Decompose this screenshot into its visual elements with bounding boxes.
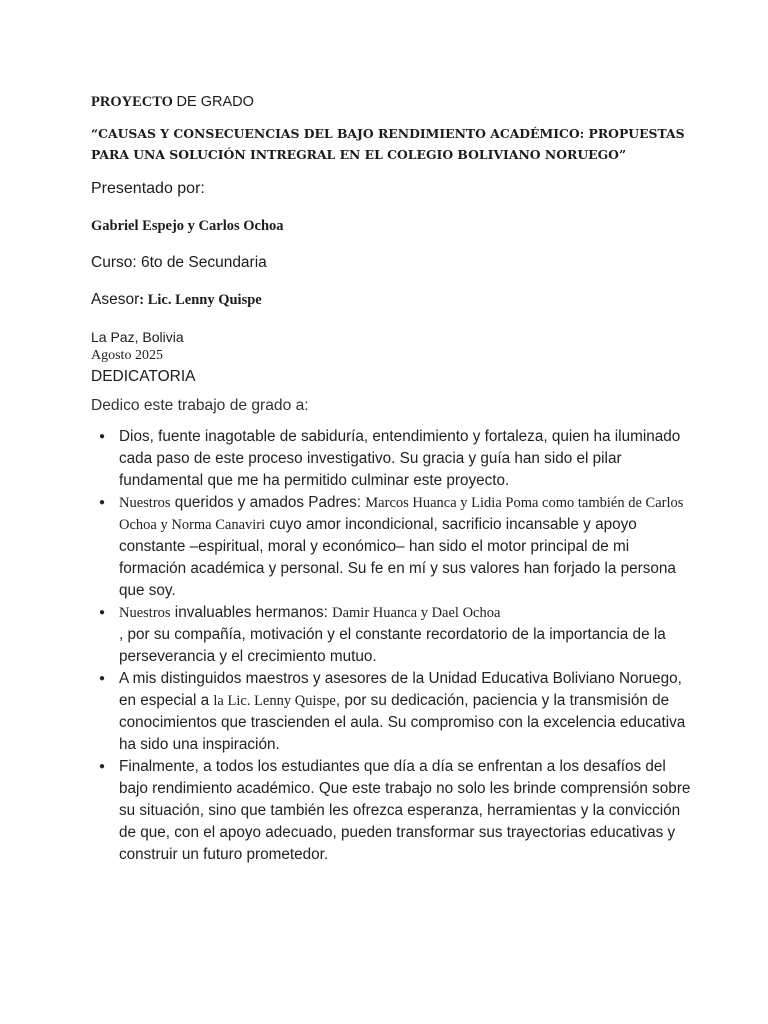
- advisor-label: Asesor: [91, 291, 140, 308]
- dedication-teachers-rest: , por su dedicación, paciencia y la transmisión de conocimientos que trascienden el aula. Su compromiso con la excelencia educativa ha sido una inspiración.: [119, 692, 686, 753]
- city: La Paz, Bolivia: [91, 329, 184, 345]
- authors: Gabriel Espejo y Carlos Ochoa: [91, 218, 284, 234]
- list-item: [91, 426, 691, 492]
- presented-by-label: Presentado por:: [91, 180, 205, 197]
- list-item: [91, 492, 691, 602]
- project-title-part2: DE GRADO: [176, 94, 254, 110]
- dedication-teachers-text: A mis distinguidos maestros y asesores de la Unidad Educativa Boliviano Noruego, en especial a: [119, 670, 682, 709]
- dedication-parents-names: Marcos Huanca y Lidia Poma como también de Carlos Ochoa y Norma Canaviri: [119, 495, 684, 533]
- advisor-line: [91, 291, 262, 309]
- dedication-parents-word: Nuestros: [119, 495, 171, 511]
- list-item: [91, 668, 691, 756]
- date: Agosto 2025: [91, 348, 163, 363]
- bullet-icon: ●: [99, 431, 106, 442]
- dedication-parents-rest: cuyo amor incondicional, sacrificio incansable y apoyo constante –espiritual, moral y económico– han sido el motor principal de mi formación académica y personal. Su fe en mí y sus valores han forjado la persona que soy.: [119, 516, 676, 599]
- bullet-icon: ●: [99, 607, 106, 618]
- course-label: Curso:: [91, 254, 137, 271]
- dedication-list: [91, 426, 691, 866]
- project-title-part1: PROYECTO: [91, 94, 177, 110]
- dedication-students: Finalmente, a todos los estudiantes que día a día se enfrentan a los desafíos del bajo rendimiento académico. Que este trabajo no solo les brinde comprensión sobre su situación, sino que también les ofrezca esperanza, herramientas y la convicción de que, con el apoyo adecuado, pueden transformar sus trayectorias educativas y construir un futuro prometedor.: [119, 758, 691, 863]
- dedication-siblings-text: invaluables hermanos:: [170, 604, 333, 621]
- list-item: [91, 756, 691, 866]
- bullet-icon: ●: [99, 761, 106, 772]
- dedication-parents-text: queridos y amados Padres:: [170, 494, 366, 511]
- list-item: [91, 602, 691, 668]
- bullet-icon: ●: [99, 673, 106, 684]
- dedication-teachers-name: la Lic. Lenny Quispe: [213, 693, 336, 709]
- course-value: 6to de Secundaria: [136, 254, 267, 271]
- bullet-icon: ●: [99, 497, 106, 508]
- advisor-value: : Lic. Lenny Quispe: [139, 292, 262, 308]
- thesis-subtitle: “CAUSAS Y CONSECUENCIAS DEL BAJO RENDIMIENTO ACADÉMICO: PROPUESTAS PARA UNA SOLUCIÓN INTREGRAL EN EL COLEGIO BOLIVIANO NORUEGO”: [91, 126, 685, 162]
- dedication-siblings-rest: , por su compañía, motivación y el constante recordatorio de la importancia de la perseverancia y el crecimiento mutuo.: [119, 626, 666, 665]
- dedication-siblings-word: Nuestros: [119, 605, 171, 621]
- course-line: [91, 254, 267, 272]
- project-title: [91, 94, 254, 111]
- dedication-intro: Dedico este trabajo de grado a:: [91, 397, 309, 414]
- dedication-god: Dios, fuente inagotable de sabiduría, entendimiento y fortaleza, quien ha iluminado cada paso de este proceso investigativo. Su gracia y guía han sido el pilar fundamental que me ha permitido culminar este proyecto.: [119, 428, 681, 489]
- dedication-siblings-names: Damir Huanca y Dael Ochoa: [332, 605, 501, 621]
- dedication-heading: DEDICATORIA: [91, 368, 196, 385]
